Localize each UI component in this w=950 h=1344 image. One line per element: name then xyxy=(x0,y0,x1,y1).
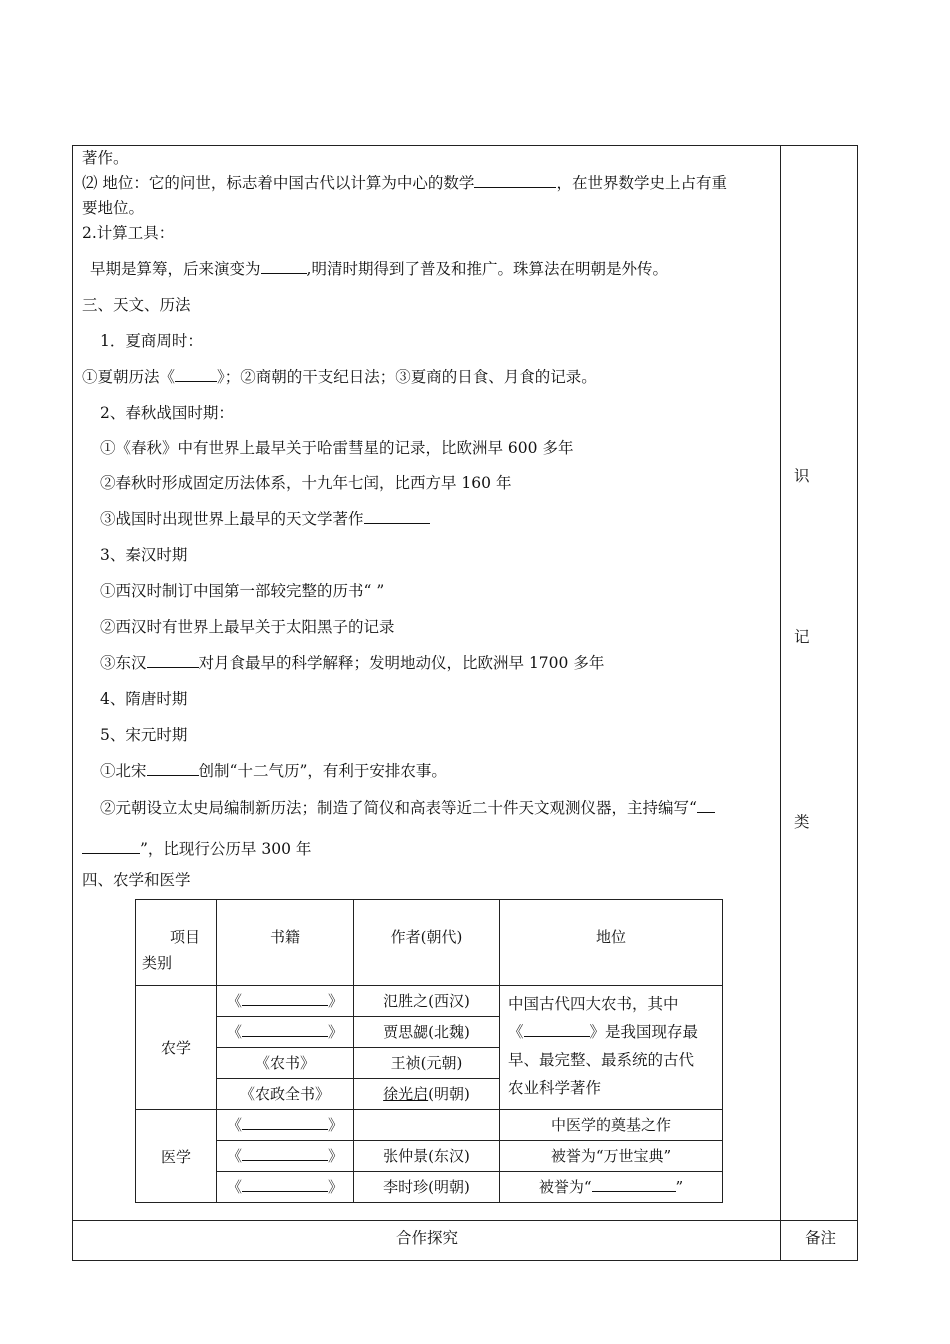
text-line: ②西汉时有世界上最早关于太阳黑子的记录 xyxy=(100,618,395,636)
fill-blank xyxy=(242,1177,328,1192)
fill-blank xyxy=(82,839,140,854)
med-status: 中医学的奠基之作 xyxy=(550,1116,671,1134)
table-row-medicine xyxy=(136,1110,723,1203)
text-line: 3、秦汉时期 xyxy=(100,546,188,564)
text-line: ②春秋时形成固定历法体系，十九年七闰，比西方早 160 年 xyxy=(100,474,512,492)
side-label: 识 xyxy=(794,467,810,485)
agri-book: 《 》 xyxy=(217,1016,353,1047)
med-book: 《 》 xyxy=(217,1140,353,1171)
med-status-cell xyxy=(500,1110,723,1203)
section-heading: 四、农学和医学 xyxy=(82,871,191,889)
agri-books-cell xyxy=(217,986,354,1110)
fill-blank xyxy=(474,173,556,188)
fill-blank xyxy=(242,991,328,1006)
fill-blank xyxy=(242,1146,328,1161)
text-line: 1．夏商周时： xyxy=(100,332,203,350)
text-line: 要地位。 xyxy=(82,199,145,217)
agri-author: 氾胜之(西汉) xyxy=(383,992,470,1010)
agri-book: 《农书》 xyxy=(217,1047,353,1078)
agri-status-line: 中国古代四大农书，其中 xyxy=(508,995,679,1013)
header-cell-category xyxy=(136,900,217,986)
category-agriculture: 农学 xyxy=(136,986,217,1110)
agri-author: 王祯(元朝) xyxy=(354,1047,499,1078)
med-author: 李时珍(明朝) xyxy=(354,1171,499,1202)
med-author xyxy=(354,1110,499,1140)
agri-status-line: 《 》是我国现存最 xyxy=(508,1023,699,1041)
footer-divider xyxy=(72,1220,858,1221)
med-author: 张仲景(东汉) xyxy=(354,1140,499,1171)
table-header-row xyxy=(136,900,723,986)
med-book: 《 》 xyxy=(226,1116,344,1134)
fill-blank xyxy=(697,798,715,813)
text-line: 2.计算工具： xyxy=(82,224,175,242)
agri-status-line: 农业科学著作 xyxy=(508,1079,602,1097)
text-line: ③战国时出现世界上最早的天文学著作 xyxy=(100,508,430,530)
fill-blank xyxy=(242,1022,328,1037)
med-status: 被誉为“万世宝典” xyxy=(500,1140,722,1171)
text-line: 5、宋元时期 xyxy=(100,726,188,744)
agri-book: 《 》 xyxy=(226,992,344,1010)
agri-author: 贾思勰(北魏) xyxy=(354,1016,499,1047)
med-books-cell xyxy=(217,1110,354,1203)
header-author-label: 作者(朝代) xyxy=(390,928,463,946)
fill-blank xyxy=(147,653,199,668)
column-divider xyxy=(780,145,781,1261)
header-status-label: 地位 xyxy=(595,928,626,946)
section-heading: 三、天文、历法 xyxy=(82,296,191,314)
header-item-label: 项目 xyxy=(170,928,201,946)
side-label: 记 xyxy=(794,628,810,646)
text-line: 早期是算筹，后来演变为 ,明清时期得到了普及和推广。珠算法在明朝是外传。 xyxy=(90,260,668,278)
text-line: 著作。 xyxy=(82,149,129,167)
fill-blank xyxy=(524,1022,590,1037)
header-book-label: 书籍 xyxy=(269,928,300,946)
agri-medicine-table xyxy=(135,899,723,1203)
fill-blank xyxy=(364,509,430,524)
header-category-label: 类别 xyxy=(142,954,173,972)
fill-blank xyxy=(242,1115,328,1130)
cooperative-inquiry-label: 合作探究 xyxy=(396,1229,459,1247)
text-line: 4、隋唐时期 xyxy=(100,690,188,708)
fill-blank xyxy=(261,259,307,274)
fill-blank xyxy=(175,367,217,382)
text-line: ①《春秋》中有世界上最早关于哈雷彗星的记录，比欧洲早 600 多年 xyxy=(100,439,574,457)
text-line: ③东汉 对月食最早的科学解释；发明地动仪，比欧洲早 1700 多年 xyxy=(100,654,605,672)
text-line: ⑵ 地位：它的问世，标志着中国古代以计算为中心的数学 ，在世界数学史上占有重 xyxy=(82,174,727,192)
text-line: ②元朝设立太史局编制新历法；制造了简仪和高表等近二十件天文观测仪器，主持编写“ xyxy=(100,797,715,819)
notes-label: 备注 xyxy=(805,1229,837,1247)
text-line: ①北宋 创制“十二气历”，有利于安排农事。 xyxy=(100,762,447,780)
text-line: ①夏朝历法《 》；②商朝的干支纪日法；③夏商的日食、月食的记录。 xyxy=(82,368,597,386)
table-row-agriculture xyxy=(136,986,723,1110)
side-label: 类 xyxy=(794,813,810,831)
agri-authors-cell xyxy=(354,986,500,1110)
text-line: ①西汉时制订中国第一部较完整的历书“ ” xyxy=(100,582,385,600)
fill-blank xyxy=(592,1177,676,1192)
header-cell-status xyxy=(500,900,723,986)
med-authors-cell xyxy=(354,1110,500,1203)
agri-status-cell xyxy=(500,986,723,1110)
agri-author: 徐光启(明朝) xyxy=(354,1078,499,1109)
category-medicine: 医学 xyxy=(136,1110,217,1203)
med-book: 《 》 xyxy=(217,1171,353,1202)
text-line: 2、春秋战国时期： xyxy=(100,404,234,422)
med-status: 被誉为“ ” xyxy=(500,1171,722,1202)
header-cell-author xyxy=(354,900,500,986)
text-line: ”，比现行公历早 300 年 xyxy=(82,838,311,860)
agri-book: 《农政全书》 xyxy=(217,1078,353,1109)
fill-blank xyxy=(147,761,199,776)
header-cell-book xyxy=(217,900,354,986)
agri-status-line: 早、最完整、最系统的古代 xyxy=(508,1051,695,1069)
